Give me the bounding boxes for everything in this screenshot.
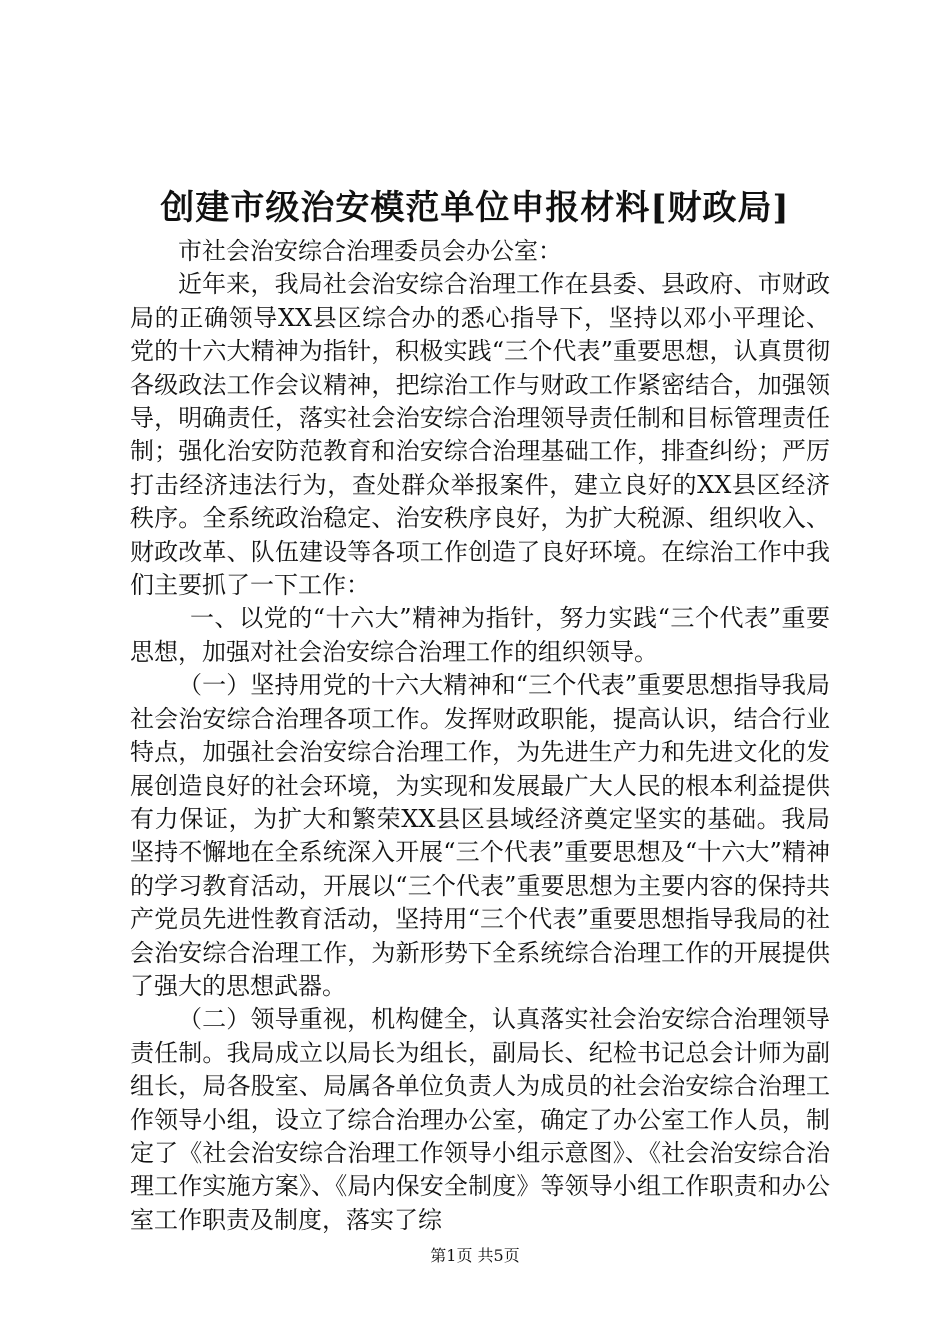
addressee-paragraph: 市社会治安综合治理委员会办公室： [178,237,562,265]
body-paragraph-2: （二）领导重视，机构健全，认真落实社会治安综合治理领导责任制。我局成立以局长为组长，副局长、纪检书记总会计师为副组长，局各股室、局属各单位负责人为成员的社会治安综合治理工作领导小组，设立了综合治理办公室，确定了办公室工作人员，制定了《社会治安综合治理工作领导小组示意图》、《社会治安综合治理工作实施方案》、《局内保安全制度》等领导小组工作职责和办公室工作职责及制度，落实了综 [130,1005,830,1234]
document-title: 创建市级治安模范单位申报材料[财政局] [160,188,790,228]
intro-paragraph: 近年来，我局社会治安综合治理工作在县委、县政府、市财政局的正确领导XX县区综合办的悉心指导下，坚持以邓小平理论、党的十六大精神为指针，积极实践“三个代表”重要思想，认真贯彻各级政法工作会议精神，把综治工作与财政工作紧密结合，加强领导，明确责任，落实社会治安综合治理领导责任制和目标管理责任制；强化治安防范教育和治安综合治理基础工作，排查纠纷；严厉打击经济违法行为，查处群众举报案件，建立良好的XX县区经济秩序。全系统政治稳定、治安秩序良好，为扩大税源、组织收入、财政改革、队伍建设等各项工作创造了良好环境。在综治工作中我们主要抓了一下工作： [130,270,830,600]
document-body [130,235,830,1237]
page-footer: 第1页 共5页 [430,1246,520,1265]
body-paragraph-1: （一）坚持用党的十六大精神和“三个代表”重要思想指导我局社会治安综合治理各项工作。发挥财政职能，提高认识，结合行业特点，加强社会治安综合治理工作，为先进生产力和先进文化的发展创造良好的社会环境，为实现和发展最广大人民的根本利益提供有力保证，为扩大和繁荣XX县区县域经济奠定坚实的基础。我局坚持不懈地在全系统深入开展“三个代表”重要思想及“十六大”精神的学习教育活动，开展以“三个代表”重要思想为主要内容的保持共产党员先进性教育活动，坚持用“三个代表”重要思想指导我局的社会治安综合治理工作，为新形势下全系统综合治理工作的开展提供了强大的思想武器。 [130,671,830,1000]
section-heading-paragraph: 一、以党的“十六大”精神为指针，努力实践“三个代表”重要思想，加强对社会治安综合治理工作的组织领导。 [130,604,830,666]
